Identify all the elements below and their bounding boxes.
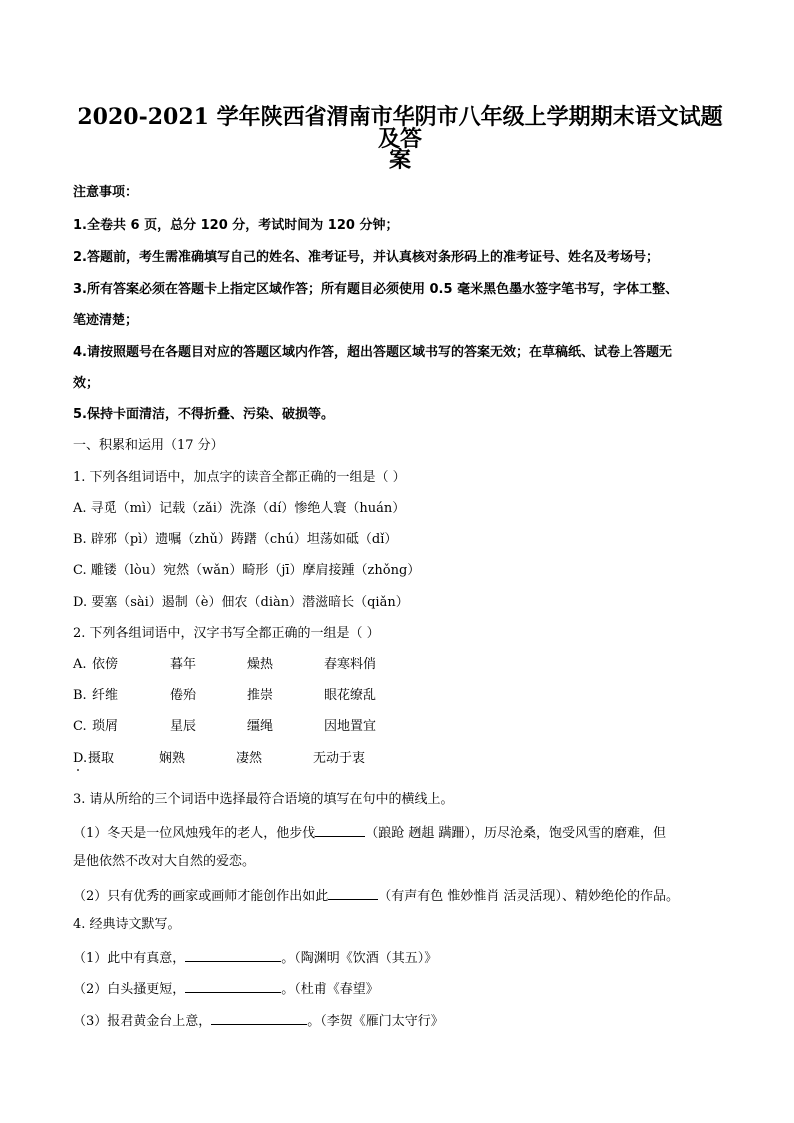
page-title-line2: 案 bbox=[388, 147, 411, 173]
answer-blank[interactable] bbox=[328, 886, 378, 900]
stray-dot bbox=[77, 769, 79, 771]
option-word: 因地置宜 bbox=[324, 719, 377, 734]
option-word: 无动于衷 bbox=[313, 751, 366, 766]
question-1-option-a: A. 寻觅（mì）记载（zǎi）洗涤（dí）惨绝人寰（huán） bbox=[73, 501, 406, 516]
notice-item-5: 5.保持卡面清洁，不得折叠、污染、破损等。 bbox=[73, 407, 334, 422]
option-word: 摄取 bbox=[88, 751, 115, 766]
question-1-option-c: C. 雕镂（lòu）宛然（wǎn）畸形（jī）摩肩接踵（zhǒng） bbox=[73, 563, 421, 578]
option-label: A. bbox=[73, 657, 87, 672]
question-4-stem: 4. 经典诗文默写。 bbox=[73, 917, 181, 932]
question-3-part-1-cont: 是他依然不改对大自然的爱恋。 bbox=[73, 854, 256, 869]
option-word: 暮年 bbox=[170, 657, 197, 672]
option-label: C. bbox=[73, 719, 87, 734]
option-word: 春寒料俏 bbox=[324, 657, 377, 672]
option-word: 缰绳 bbox=[247, 719, 274, 734]
option-word: 推崇 bbox=[247, 688, 274, 703]
question-4-line-3: （3）报君黄金台上意， 。（李贺《雁门太守行》 bbox=[73, 1011, 444, 1030]
option-word: 娴熟 bbox=[159, 751, 186, 766]
question-3-part-2: （2）只有优秀的画家或画师才能创作出如此 （有声有色 惟妙惟肖 活灵活现）、精妙绝伦的作品。 bbox=[73, 886, 679, 905]
notice-item-1: 1.全卷共 6 页，总分 120 分，考试时间为 120 分钟； bbox=[73, 218, 399, 233]
option-word: 眼花缭乱 bbox=[324, 688, 377, 703]
answer-blank[interactable] bbox=[185, 948, 281, 962]
notice-item-4-cont: 效； bbox=[73, 376, 100, 391]
notice-item-3-cont: 笔迹清楚； bbox=[73, 313, 139, 328]
option-word: 琐屑 bbox=[92, 719, 119, 734]
option-label: D. bbox=[73, 751, 88, 766]
question-4-line-1: （1）此中有真意， 。（陶渊明《饮酒（其五）》 bbox=[73, 948, 437, 967]
question-2-stem: 2. 下列各组词语中，汉字书写全都正确的一组是（ ） bbox=[73, 626, 380, 641]
question-3-part-1: （1）冬天是一位风烛残年的老人，他步伐 （踉跄 趔趄 蹒跚），历尽沧桑，饱受风雪的磨难，但 bbox=[73, 823, 666, 842]
notice-item-3: 3.所有答案必须在答题卡上指定区域作答；所有题目必须使用 0.5 毫米黑色墨水签字笔书写，字体工整、 bbox=[73, 282, 679, 297]
option-word: 凄然 bbox=[236, 751, 263, 766]
question-3-stem: 3. 请从所给的三个词语中选择最符合语境的填写在句中的横线上。 bbox=[73, 792, 454, 807]
option-word: 依傍 bbox=[92, 657, 119, 672]
option-word: 星辰 bbox=[170, 719, 197, 734]
option-word: 燥热 bbox=[247, 657, 274, 672]
notice-heading: 注意事项： bbox=[73, 185, 139, 200]
question-1-stem: 1. 下列各组词语中，加点字的读音全都正确的一组是（ ） bbox=[73, 470, 406, 485]
option-label: B. bbox=[73, 688, 87, 703]
option-word: 纤维 bbox=[92, 688, 119, 703]
answer-blank[interactable] bbox=[211, 1011, 307, 1025]
page-title-line1: 2020-2021 学年陕西省渭南市华阴市八年级上学期期末语文试题及答 bbox=[77, 104, 723, 152]
notice-item-2: 2.答题前，考生需准确填写自己的姓名、准考证号，并认真核对条形码上的准考证号、姓名及考场号； bbox=[73, 250, 659, 265]
question-1-option-d: D. 要塞（sài）遏制（è）佃农（diàn）潜滋暗长（qiǎn） bbox=[73, 595, 409, 610]
notice-item-4: 4.请按照题号在各题目对应的答题区域内作答，超出答题区域书写的答案无效；在草稿纸、试卷上答题无 bbox=[73, 345, 672, 360]
option-word: 倦殆 bbox=[170, 688, 197, 703]
section-heading: 一、积累和运用（17 分） bbox=[73, 438, 224, 453]
answer-blank[interactable] bbox=[185, 979, 281, 993]
answer-blank[interactable] bbox=[315, 823, 365, 837]
question-4-line-2: （2）白头搔更短， 。（杜甫《春望》 bbox=[73, 979, 379, 998]
question-1-option-b: B. 辟邪（pì）遗嘱（zhǔ）踌躇（chú）坦荡如砥（dǐ） bbox=[73, 532, 398, 547]
